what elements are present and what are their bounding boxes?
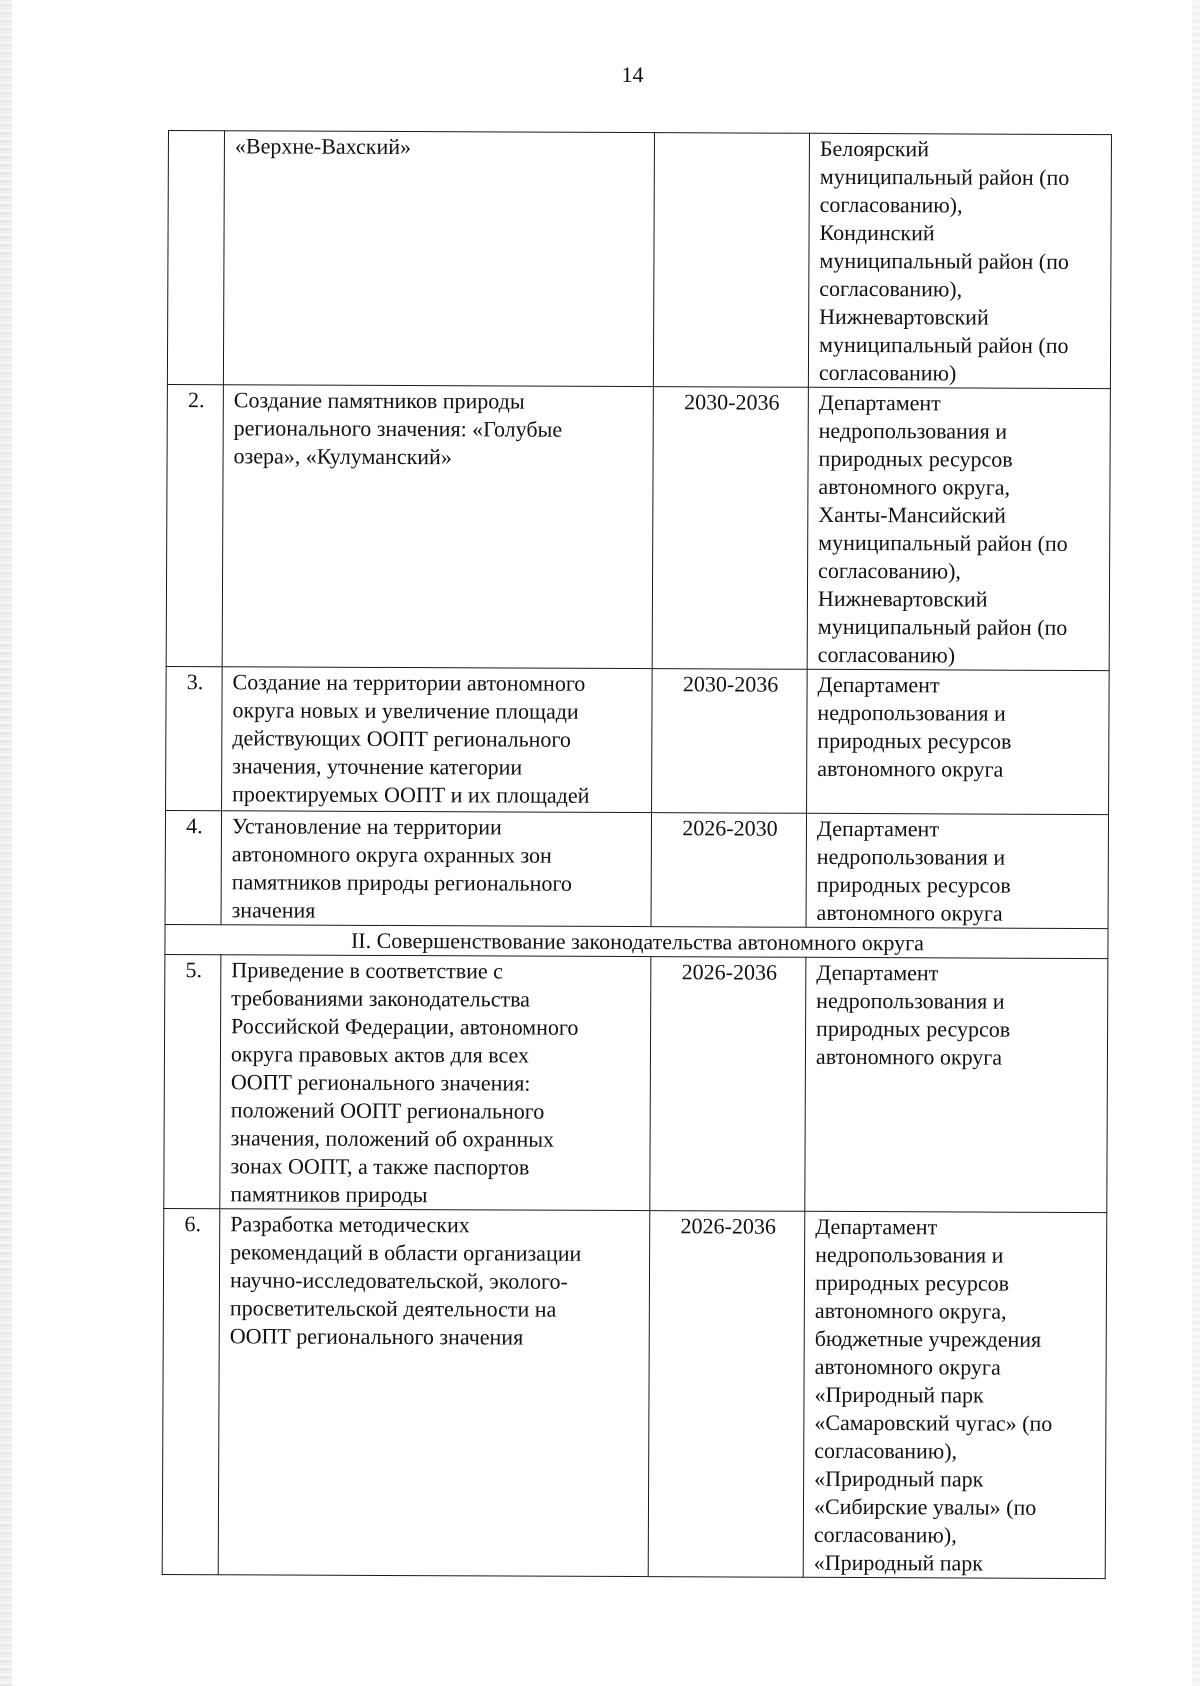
event-cell bbox=[222, 385, 653, 669]
term-cell: 2030-2036 bbox=[652, 387, 808, 670]
table-row bbox=[162, 1208, 1107, 1578]
event-line: значения, положений об охранных bbox=[230, 1125, 555, 1152]
executor-line: природных ресурсов bbox=[816, 871, 1011, 898]
event-line: памятников природы bbox=[230, 1181, 428, 1208]
event-line: автономного округа охранных зон bbox=[231, 841, 552, 868]
event-line: округа новых и увеличение площади bbox=[232, 697, 579, 724]
executor-line: недропользования и bbox=[816, 843, 1006, 870]
scan-edge-right bbox=[1192, 0, 1200, 1686]
table-row bbox=[166, 384, 1110, 670]
term-cell: 2030-2036 bbox=[652, 669, 808, 814]
executors-cell bbox=[808, 133, 1111, 388]
event-line: памятников природы регионального bbox=[231, 869, 572, 896]
executor-line: муниципальный район (по bbox=[819, 247, 1069, 274]
executor-line: согласованию) bbox=[817, 641, 956, 668]
executor-line: природных ресурсов bbox=[817, 727, 1012, 754]
event-line: рекомендаций в области организации bbox=[230, 1239, 582, 1266]
executor-line: бюджетные учреждения bbox=[814, 1325, 1042, 1352]
executor-line: недропользования и bbox=[818, 417, 1008, 444]
executor-line: недропользования и bbox=[817, 699, 1006, 726]
event-line: Приведение в соответствие с bbox=[231, 957, 504, 984]
term-cell: 2026-2036 bbox=[648, 1211, 805, 1578]
executor-line: муниципальный район (по bbox=[819, 331, 1069, 358]
executor-line: «Природный парк bbox=[814, 1381, 984, 1408]
table-row bbox=[165, 810, 1108, 928]
event-line: зонах ООПТ, а также паспортов bbox=[230, 1153, 530, 1180]
executor-line: недропользования и bbox=[815, 1241, 1004, 1268]
event-line: значения bbox=[231, 897, 316, 923]
scan-edge-left bbox=[0, 0, 12, 1686]
executors-cell bbox=[803, 1211, 1107, 1578]
event-line: «Верхне-Вахский» bbox=[234, 133, 412, 160]
executor-line: согласованию), bbox=[814, 1437, 958, 1464]
term-cell bbox=[653, 133, 809, 388]
section-heading: II. Совершенствование законодательства автономного округа bbox=[165, 924, 1108, 958]
event-line: действующих ООПТ регионального bbox=[232, 725, 571, 752]
event-cell bbox=[223, 131, 654, 387]
executor-line: согласованию), bbox=[819, 191, 963, 218]
row-number: 5. bbox=[164, 954, 221, 1208]
event-cell bbox=[220, 955, 651, 1211]
executor-line: Кондинский bbox=[819, 219, 935, 246]
event-line: Создание памятников природы bbox=[233, 387, 525, 414]
executor-line: Нижневартовский bbox=[817, 585, 988, 612]
executor-line: природных ресурсов bbox=[814, 1269, 1010, 1296]
executors-cell bbox=[807, 387, 1110, 670]
term-cell: 2026-2030 bbox=[651, 813, 806, 928]
event-cell bbox=[218, 1209, 650, 1577]
event-line: просветительской деятельности на bbox=[229, 1295, 557, 1322]
executor-line: муниципальный район (по bbox=[818, 529, 1068, 556]
executor-line: Департамент bbox=[817, 671, 940, 698]
executor-line: согласованию) bbox=[818, 359, 957, 386]
executor-line: Нижневартовский bbox=[819, 303, 989, 330]
event-line: значения, уточнение категории bbox=[232, 753, 523, 780]
executor-line: Ханты-Мансийский bbox=[818, 501, 1006, 528]
executor-line: «Природный парк bbox=[813, 1549, 984, 1576]
executors-cell bbox=[807, 669, 1110, 814]
executor-line: Департамент bbox=[815, 1213, 938, 1240]
executor-line: недропользования и bbox=[816, 987, 1005, 1014]
executor-line: автономного округа, bbox=[818, 473, 1011, 500]
event-line: ООПТ регионального значения bbox=[229, 1323, 524, 1350]
event-cell bbox=[221, 811, 651, 927]
executors-cell bbox=[805, 957, 1108, 1212]
event-line: ООПТ регионального значения: bbox=[230, 1069, 531, 1096]
executor-line: природных ресурсов bbox=[816, 1015, 1011, 1042]
executor-line: Департамент bbox=[816, 815, 940, 842]
table-row bbox=[164, 954, 1108, 1212]
term-cell: 2026-2036 bbox=[650, 957, 806, 1212]
executor-line: «Сибирские увалы» (по bbox=[813, 1493, 1037, 1520]
event-line: требованиями законодательства bbox=[231, 985, 531, 1012]
event-cell bbox=[222, 667, 653, 813]
executors-cell bbox=[806, 813, 1108, 928]
row-number: 3. bbox=[166, 666, 223, 810]
row-number: 6. bbox=[162, 1208, 220, 1574]
executor-line: автономного округа bbox=[817, 755, 1004, 782]
row-number: 4. bbox=[165, 810, 221, 924]
executor-line: Департамент bbox=[818, 389, 941, 416]
event-line: положений ООПТ регионального bbox=[230, 1097, 545, 1124]
executor-line: автономного округа bbox=[816, 899, 1003, 926]
event-line: регионального значения: «Голубые bbox=[233, 415, 563, 442]
event-line: проектируемых ООПТ и их площадей bbox=[232, 781, 590, 808]
executor-line: автономного округа, bbox=[814, 1297, 1007, 1324]
table-row bbox=[166, 666, 1110, 814]
executor-line: согласованию), bbox=[813, 1521, 957, 1548]
row-number: 2. bbox=[166, 384, 223, 666]
section-row bbox=[165, 924, 1108, 958]
executor-line: муниципальный район (по bbox=[817, 613, 1068, 640]
event-line: округа правовых актов для всех bbox=[230, 1041, 530, 1068]
executor-line: согласованию), bbox=[819, 275, 963, 302]
executor-line: природных ресурсов bbox=[818, 445, 1013, 472]
executor-line: муниципальный район (по bbox=[819, 163, 1070, 190]
event-line: Установление на территории bbox=[231, 813, 502, 840]
event-line: научно-исследовательской, эколого- bbox=[229, 1267, 568, 1294]
page-number: 14 bbox=[621, 62, 644, 87]
executor-line: согласованию), bbox=[818, 557, 961, 584]
executor-line: автономного округа bbox=[815, 1043, 1003, 1070]
event-line: Создание на территории автономного bbox=[232, 669, 586, 696]
executor-line: «Самаровский чугас» (по bbox=[814, 1409, 1053, 1436]
activities-table bbox=[162, 130, 1112, 1579]
executor-line: «Природный парк bbox=[814, 1465, 984, 1492]
table-row bbox=[167, 131, 1111, 389]
executor-line: Департамент bbox=[816, 959, 939, 986]
event-line: Разработка методических bbox=[230, 1211, 470, 1238]
executor-line: автономного округа bbox=[814, 1353, 1001, 1380]
event-line: озера», «Кулуманский» bbox=[233, 443, 452, 470]
executor-line: Белоярский bbox=[819, 135, 930, 162]
row-number bbox=[167, 131, 224, 385]
event-line: Российской Федерации, автономного bbox=[231, 1013, 579, 1040]
